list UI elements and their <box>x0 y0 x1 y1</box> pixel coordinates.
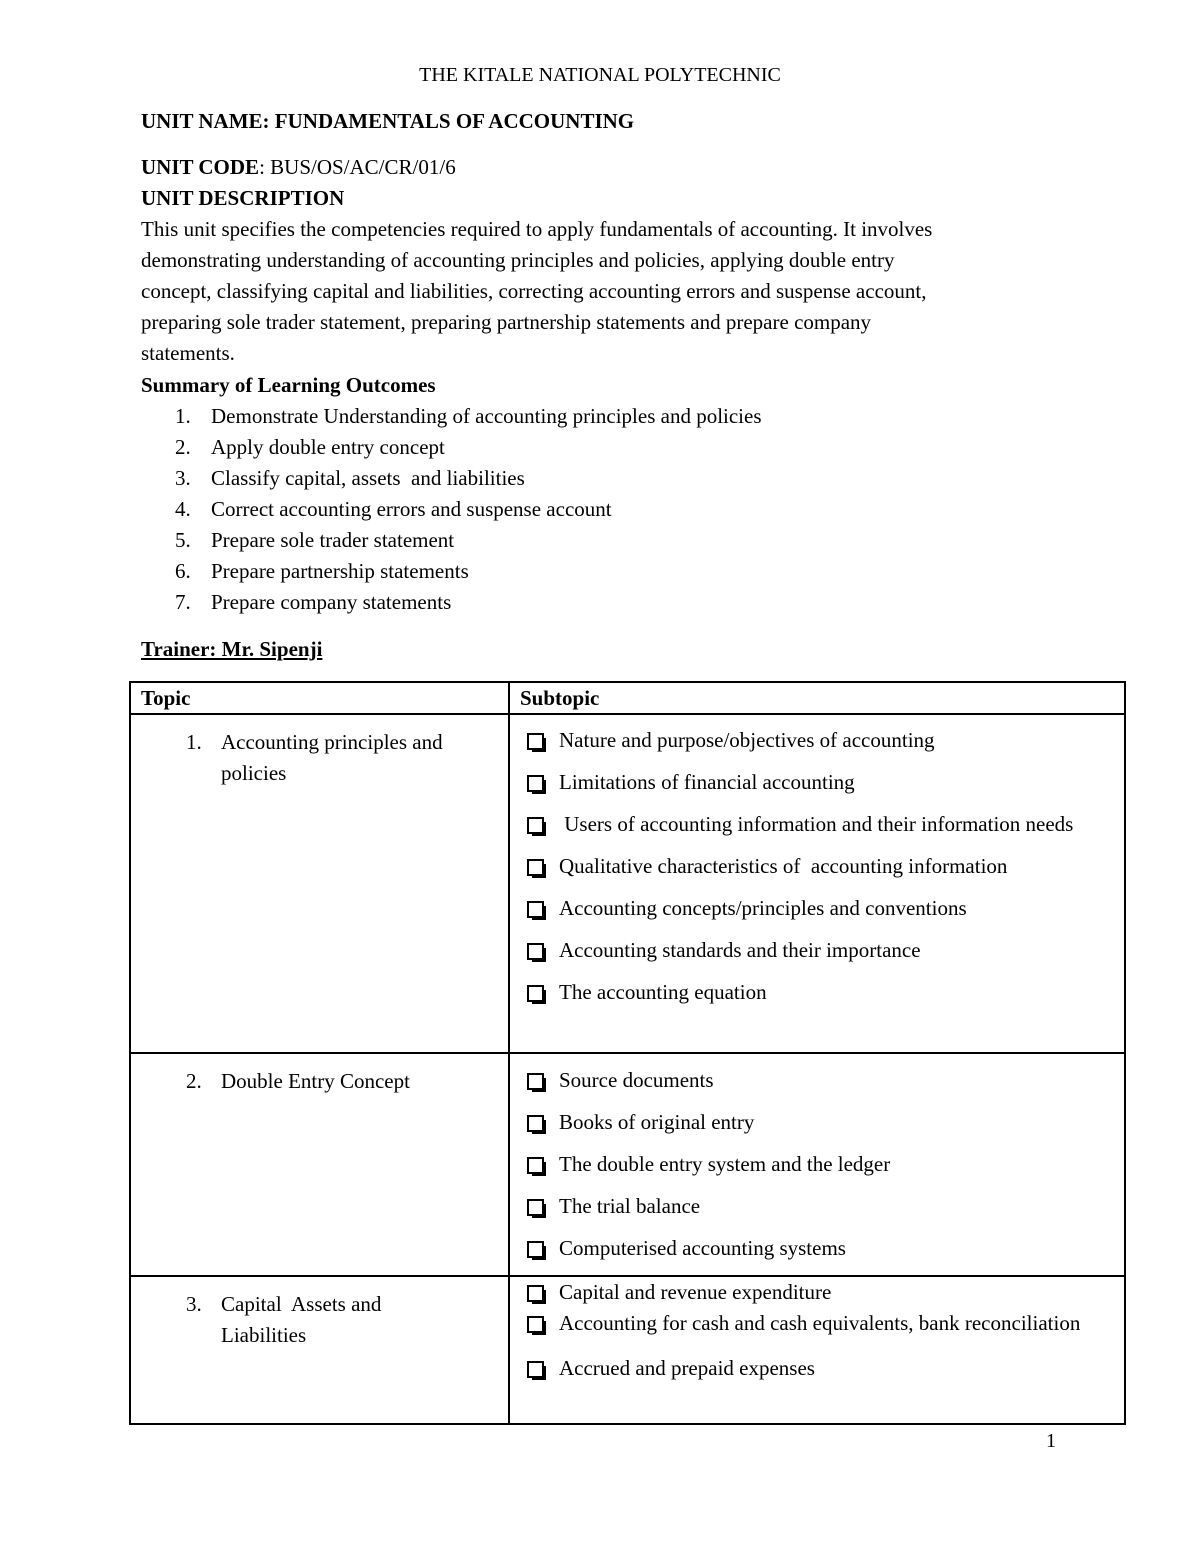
subtopic-text: Users of accounting information and their information needs <box>559 812 1074 836</box>
subtopic-text: Source documents <box>559 1068 714 1092</box>
outcome-number: 5. <box>175 528 191 552</box>
unit-description-heading: UNIT DESCRIPTION <box>141 186 345 210</box>
checkbox-bullet-icon <box>527 1316 544 1333</box>
table-row <box>130 1053 1125 1276</box>
outcome-text: Prepare partnership statements <box>211 559 469 583</box>
checkbox-bullet-icon <box>527 859 544 876</box>
subtopic-item <box>510 1065 1124 1096</box>
outcome-item <box>141 463 762 494</box>
description-line: concept, classifying capital and liabilities, correcting accounting errors and suspense account, <box>141 279 927 303</box>
subtopic-item <box>510 725 1124 756</box>
unit-code-value: : BUS/OS/AC/CR/01/6 <box>259 155 456 179</box>
topic-number: 1. <box>186 730 202 754</box>
subtopic-item <box>510 851 1124 882</box>
subtopic-text: Computerised accounting systems <box>559 1236 846 1260</box>
subtopic-item <box>510 1149 1124 1180</box>
topic-cell <box>130 714 509 1053</box>
subtopic-item <box>510 809 1124 840</box>
checkbox-bullet-icon <box>527 1115 544 1132</box>
unit-description <box>141 214 1061 369</box>
topic-number: 2. <box>186 1069 202 1093</box>
checkbox-bullet-icon <box>527 733 544 750</box>
outcome-number: 4. <box>175 497 191 521</box>
outcome-item <box>141 556 762 587</box>
subtopic-cell <box>509 1053 1125 1276</box>
subtopic-text: The trial balance <box>559 1194 701 1218</box>
checkbox-bullet-icon <box>527 943 544 960</box>
subtopic-text: Capital and revenue expenditure <box>559 1280 832 1304</box>
outcome-text: Classify capital, assets and liabilities <box>211 466 525 490</box>
topics-table <box>129 681 1126 1425</box>
subtopic-cell <box>509 714 1125 1053</box>
table-header-row <box>130 682 1125 714</box>
checkbox-bullet-icon <box>527 1285 544 1302</box>
outcomes-heading: Summary of Learning Outcomes <box>141 373 436 397</box>
subtopic-item <box>510 977 1124 1008</box>
subtopic-text: Nature and purpose/objectives of accounting <box>559 728 935 752</box>
outcome-item <box>141 432 762 463</box>
checkbox-bullet-icon <box>527 817 544 834</box>
trainer-label: Trainer: Mr. Sipenji <box>141 637 323 661</box>
subtopic-item <box>510 1107 1124 1138</box>
checkbox-bullet-icon <box>527 901 544 918</box>
unit-name: UNIT NAME: FUNDAMENTALS OF ACCOUNTING <box>141 109 635 133</box>
outcome-text: Prepare company statements <box>211 590 452 614</box>
outcome-number: 3. <box>175 466 191 490</box>
subtopic-text: Books of original entry <box>559 1110 755 1134</box>
checkbox-bullet-icon <box>527 1199 544 1216</box>
institution-header: THE KITALE NATIONAL POLYTECHNIC <box>419 64 781 86</box>
checkbox-bullet-icon <box>527 775 544 792</box>
subtopic-text: Qualitative characteristics of accounting information <box>559 854 1008 878</box>
outcome-number: 2. <box>175 435 191 459</box>
subtopic-item <box>510 767 1124 798</box>
topic-text: Capital Assets and Liabilities <box>221 1292 387 1347</box>
subtopic-text: The double entry system and the ledger <box>559 1152 891 1176</box>
outcome-text: Apply double entry concept <box>211 435 445 459</box>
description-line: preparing sole trader statement, preparing partnership statements and prepare company <box>141 310 872 334</box>
checkbox-bullet-icon <box>527 1241 544 1258</box>
header-subtopic: Subtopic <box>509 682 1125 714</box>
subtopic-item <box>510 1353 1124 1384</box>
checkbox-bullet-icon <box>527 1157 544 1174</box>
subtopic-text: Accounting standards and their importance <box>559 938 921 962</box>
description-line: statements. <box>141 341 235 365</box>
topic-cell <box>130 1053 509 1276</box>
description-line: demonstrating understanding of accounting principles and policies, applying double entry <box>141 248 895 272</box>
outcome-number: 6. <box>175 559 191 583</box>
table-row <box>130 714 1125 1053</box>
subtopic-text: Accounting concepts/principles and conventions <box>559 896 967 920</box>
table-row <box>130 1276 1125 1424</box>
subtopic-text: Accrued and prepaid expenses <box>559 1356 815 1380</box>
outcome-item <box>141 525 762 556</box>
unit-code <box>141 152 456 183</box>
outcome-number: 7. <box>175 590 191 614</box>
outcome-number: 1. <box>175 404 191 428</box>
subtopic-item <box>510 1191 1124 1222</box>
header-topic: Topic <box>130 682 509 714</box>
page-number: 1 <box>1046 1430 1056 1452</box>
subtopic-text: Accounting for cash and cash equivalents, bank reconciliation <box>559 1311 1081 1335</box>
subtopic-item <box>510 1233 1124 1264</box>
subtopic-item <box>510 1308 1124 1339</box>
outcome-item <box>141 587 762 618</box>
outcome-text: Prepare sole trader statement <box>211 528 455 552</box>
topic-text: Accounting principles and policies <box>221 730 443 785</box>
subtopic-item <box>510 893 1124 924</box>
topic-text: Double Entry Concept <box>221 1069 410 1093</box>
outcome-item <box>141 494 762 525</box>
outcome-text: Correct accounting errors and suspense account <box>211 497 612 521</box>
subtopic-text: Limitations of financial accounting <box>559 770 855 794</box>
description-line: This unit specifies the competencies required to apply fundamentals of accounting. It involves <box>141 217 933 241</box>
checkbox-bullet-icon <box>527 985 544 1002</box>
subtopic-text: The accounting equation <box>559 980 767 1004</box>
unit-code-label: UNIT CODE <box>141 155 260 179</box>
outcome-item <box>141 401 762 432</box>
subtopic-item <box>510 935 1124 966</box>
outcomes-list <box>141 401 762 618</box>
checkbox-bullet-icon <box>527 1361 544 1378</box>
topic-cell <box>130 1276 509 1424</box>
checkbox-bullet-icon <box>527 1073 544 1090</box>
subtopic-cell <box>509 1276 1125 1424</box>
subtopic-item <box>510 1277 1124 1308</box>
outcome-text: Demonstrate Understanding of accounting principles and policies <box>211 404 762 428</box>
topic-number: 3. <box>186 1292 202 1316</box>
